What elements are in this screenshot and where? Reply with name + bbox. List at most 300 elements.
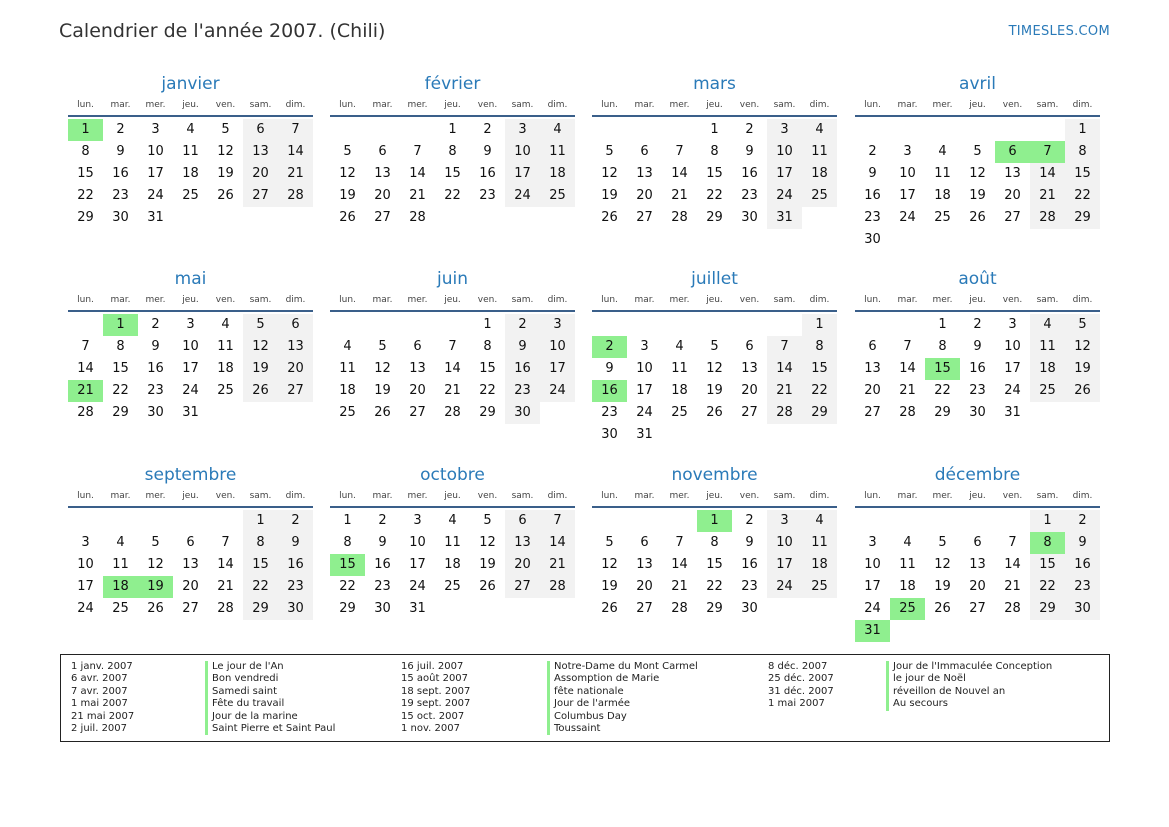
day-cell: 13: [636, 166, 653, 181]
weekday-label: mer.: [407, 491, 428, 501]
day-cell: 29: [802, 402, 837, 424]
day-cell: 5: [243, 314, 278, 336]
day-cell: 8: [710, 535, 719, 550]
weekday-label: sam.: [249, 491, 272, 501]
day-cell: 31: [1004, 405, 1021, 420]
day-cell: 20: [505, 554, 540, 576]
legend-holiday-name: Le jour de l'An: [205, 661, 335, 673]
day-cell: 6: [868, 339, 877, 354]
empty-cell: [365, 119, 400, 141]
weekday-label: ven.: [739, 100, 760, 110]
day-cell: 20: [182, 579, 199, 594]
empty-cell: [592, 510, 627, 532]
day-cell: 8: [802, 336, 837, 358]
weekday-label: jeu.: [444, 295, 461, 305]
day-cell: 29: [1065, 207, 1100, 229]
day-grid: [330, 510, 575, 620]
day-cell: 14: [899, 361, 916, 376]
day-cell: 4: [448, 513, 457, 528]
weekday-header: [855, 290, 1100, 312]
day-cell: 23: [505, 380, 540, 402]
month-10: [592, 464, 837, 620]
day-cell: 28: [899, 405, 916, 420]
holiday-day-cell: 31: [855, 620, 890, 642]
weekday-label: sam.: [511, 100, 534, 110]
day-cell: 26: [1065, 380, 1100, 402]
day-cell: 21: [767, 380, 802, 402]
day-cell: 3: [767, 510, 802, 532]
weekday-label: mer.: [932, 491, 953, 501]
day-cell: 18: [217, 361, 234, 376]
site-link[interactable]: TIMESLES.COM: [1008, 24, 1110, 39]
day-cell: 17: [767, 554, 802, 576]
day-cell: 24: [767, 185, 802, 207]
day-cell: 16: [147, 361, 164, 376]
day-cell: 19: [601, 579, 618, 594]
empty-cell: [890, 510, 925, 532]
day-cell: 31: [636, 427, 653, 442]
day-cell: 24: [899, 210, 916, 225]
day-cell: 22: [1065, 185, 1100, 207]
day-cell: 4: [343, 339, 352, 354]
empty-cell: [855, 119, 890, 141]
legend-date: 15 août 2007: [401, 673, 469, 685]
day-cell: 2: [505, 314, 540, 336]
empty-cell: [400, 119, 435, 141]
day-cell: 29: [934, 405, 951, 420]
day-cell: 5: [605, 144, 614, 159]
day-cell: 12: [601, 166, 618, 181]
day-cell: 14: [767, 358, 802, 380]
weekday-label: dim.: [285, 295, 306, 305]
month-name: octobre: [420, 465, 485, 485]
day-cell: 15: [706, 166, 723, 181]
day-cell: 22: [112, 383, 129, 398]
day-cell: 2: [116, 122, 125, 137]
day-cell: 21: [671, 579, 688, 594]
day-cell: 22: [479, 383, 496, 398]
weekday-header: [592, 486, 837, 508]
legend-holiday-name: Jour de la marine: [205, 711, 335, 723]
day-cell: 24: [864, 601, 881, 616]
day-cell: 24: [77, 601, 94, 616]
weekday-label: ven.: [477, 100, 498, 110]
day-cell: 18: [671, 383, 688, 398]
legend-holiday-name: Saint Pierre et Saint Paul: [205, 723, 335, 735]
day-cell: 20: [243, 163, 278, 185]
weekday-label: jeu.: [706, 100, 723, 110]
day-cell: 27: [864, 405, 881, 420]
weekday-label: mar.: [372, 295, 393, 305]
empty-cell: [330, 314, 365, 336]
day-cell: 28: [444, 405, 461, 420]
weekday-label: lun.: [339, 491, 356, 501]
month-8: [68, 464, 313, 620]
day-cell: 25: [182, 188, 199, 203]
day-cell: 5: [938, 535, 947, 550]
day-cell: 11: [1030, 336, 1065, 358]
weekday-label: jeu.: [182, 100, 199, 110]
weekday-header: [855, 95, 1100, 117]
day-cell: 11: [802, 532, 837, 554]
day-cell: 28: [767, 402, 802, 424]
day-cell: 7: [1008, 535, 1017, 550]
day-cell: 13: [969, 557, 986, 572]
holiday-day-cell: 25: [890, 598, 925, 620]
day-cell: 30: [505, 402, 540, 424]
day-cell: 10: [540, 336, 575, 358]
day-cell: 16: [741, 557, 758, 572]
day-cell: 7: [81, 339, 90, 354]
weekday-label: lun.: [339, 100, 356, 110]
weekday-label: dim.: [1072, 491, 1093, 501]
day-cell: 19: [217, 166, 234, 181]
day-cell: 14: [540, 532, 575, 554]
day-cell: 27: [278, 380, 313, 402]
day-cell: 28: [77, 405, 94, 420]
day-cell: 8: [81, 144, 90, 159]
day-cell: 12: [1065, 336, 1100, 358]
day-cell: 7: [448, 339, 457, 354]
day-cell: 10: [767, 141, 802, 163]
day-cell: 30: [969, 405, 986, 420]
day-cell: 19: [243, 358, 278, 380]
legend-date: 6 avr. 2007: [71, 673, 128, 685]
empty-cell: [627, 119, 662, 141]
weekday-label: dim.: [1072, 295, 1093, 305]
weekday-header: [68, 290, 313, 312]
month-name: février: [424, 74, 481, 94]
weekday-label: jeu.: [444, 491, 461, 501]
day-cell: 13: [741, 361, 758, 376]
day-cell: 8: [710, 144, 719, 159]
weekday-label: mer.: [407, 295, 428, 305]
day-cell: 28: [217, 601, 234, 616]
day-cell: 8: [938, 339, 947, 354]
weekday-label: jeu.: [969, 491, 986, 501]
day-cell: 16: [969, 361, 986, 376]
day-cell: 1: [343, 513, 352, 528]
day-cell: 25: [671, 405, 688, 420]
day-cell: 15: [243, 554, 278, 576]
weekday-label: lun.: [77, 491, 94, 501]
day-cell: 9: [483, 144, 492, 159]
day-cell: 14: [278, 141, 313, 163]
empty-cell: [68, 314, 103, 336]
day-cell: 9: [973, 339, 982, 354]
day-cell: 15: [802, 358, 837, 380]
day-cell: 20: [636, 579, 653, 594]
weekday-label: mar.: [372, 100, 393, 110]
day-cell: 8: [483, 339, 492, 354]
weekday-label: ven.: [739, 295, 760, 305]
month-name: janvier: [161, 74, 220, 94]
empty-cell: [925, 119, 960, 141]
day-cell: 24: [505, 185, 540, 207]
legend-holiday-name: Jour de l'Immaculée Conception: [886, 661, 1052, 673]
legend-dates-column: [768, 661, 834, 711]
day-cell: 6: [243, 119, 278, 141]
empty-cell: [208, 510, 243, 532]
day-cell: 6: [745, 339, 754, 354]
day-cell: 9: [868, 166, 877, 181]
day-cell: 16: [1065, 554, 1100, 576]
day-cell: 13: [505, 532, 540, 554]
weekday-label: ven.: [215, 295, 236, 305]
empty-cell: [365, 314, 400, 336]
day-cell: 11: [899, 557, 916, 572]
empty-cell: [400, 314, 435, 336]
day-cell: 13: [243, 141, 278, 163]
day-cell: 7: [221, 535, 230, 550]
month-name: août: [958, 269, 997, 289]
day-cell: 23: [741, 188, 758, 203]
day-cell: 13: [182, 557, 199, 572]
weekday-label: ven.: [739, 491, 760, 501]
holiday-day-cell: 2: [592, 336, 627, 358]
day-cell: 10: [1004, 339, 1021, 354]
legend-dates-column: [71, 661, 134, 735]
day-cell: 21: [899, 383, 916, 398]
legend-holiday-name: Columbus Day: [547, 711, 698, 723]
month-name: mai: [174, 269, 207, 289]
day-cell: 6: [505, 510, 540, 532]
day-cell: 28: [409, 210, 426, 225]
day-cell: 28: [671, 210, 688, 225]
day-cell: 8: [343, 535, 352, 550]
weekday-label: sam.: [773, 491, 796, 501]
day-cell: 2: [868, 144, 877, 159]
day-cell: 4: [116, 535, 125, 550]
weekday-label: mer.: [932, 100, 953, 110]
legend-date: 19 sept. 2007: [401, 698, 471, 710]
day-cell: 1: [448, 122, 457, 137]
day-cell: 24: [540, 380, 575, 402]
day-cell: 22: [706, 579, 723, 594]
day-cell: 16: [741, 166, 758, 181]
weekday-header: [330, 95, 575, 117]
empty-cell: [855, 510, 890, 532]
weekday-label: jeu.: [969, 295, 986, 305]
empty-cell: [627, 510, 662, 532]
day-cell: 20: [636, 188, 653, 203]
day-cell: 22: [934, 383, 951, 398]
month-name: juin: [437, 269, 468, 289]
weekday-label: lun.: [864, 295, 881, 305]
weekday-label: dim.: [809, 491, 830, 501]
day-cell: 16: [278, 554, 313, 576]
legend-holiday-name: Assomption de Marie: [547, 673, 698, 685]
legend-date: 1 nov. 2007: [401, 722, 460, 734]
day-cell: 26: [147, 601, 164, 616]
day-cell: 21: [444, 383, 461, 398]
day-cell: 9: [1065, 532, 1100, 554]
legend-date: 31 déc. 2007: [768, 685, 834, 697]
weekday-header: [592, 290, 837, 312]
day-cell: 5: [343, 144, 352, 159]
day-cell: 24: [636, 405, 653, 420]
day-cell: 18: [899, 579, 916, 594]
day-cell: 12: [479, 535, 496, 550]
day-cell: 15: [1065, 163, 1100, 185]
day-cell: 14: [444, 361, 461, 376]
day-cell: 16: [505, 358, 540, 380]
day-cell: 17: [182, 361, 199, 376]
holiday-day-cell: 15: [330, 554, 365, 576]
weekday-label: mar.: [897, 491, 918, 501]
day-cell: 10: [636, 361, 653, 376]
day-cell: 30: [601, 427, 618, 442]
day-cell: 7: [903, 339, 912, 354]
day-cell: 16: [864, 188, 881, 203]
day-cell: 11: [671, 361, 688, 376]
day-cell: 3: [413, 513, 422, 528]
day-cell: 20: [1004, 188, 1021, 203]
weekday-label: mer.: [407, 100, 428, 110]
empty-cell: [960, 510, 995, 532]
legend-names-column: [886, 661, 1052, 711]
month-name: novembre: [671, 465, 758, 485]
weekday-label: mar.: [897, 295, 918, 305]
day-cell: 7: [278, 119, 313, 141]
day-cell: 10: [182, 339, 199, 354]
legend-holiday-name: fête nationale: [547, 686, 698, 698]
day-cell: 14: [671, 557, 688, 572]
day-cell: 7: [540, 510, 575, 532]
day-cell: 27: [243, 185, 278, 207]
day-cell: 29: [706, 210, 723, 225]
day-cell: 19: [479, 557, 496, 572]
weekday-label: lun.: [339, 295, 356, 305]
empty-cell: [68, 510, 103, 532]
legend-holiday-name: Samedi saint: [205, 686, 335, 698]
day-cell: 8: [1065, 141, 1100, 163]
day-cell: 14: [1030, 163, 1065, 185]
empty-cell: [138, 510, 173, 532]
day-grid: [855, 314, 1100, 424]
empty-cell: [627, 314, 662, 336]
month-1: [330, 73, 575, 229]
day-cell: 13: [1004, 166, 1021, 181]
day-cell: 16: [479, 166, 496, 181]
day-cell: 23: [1065, 576, 1100, 598]
day-cell: 4: [221, 317, 230, 332]
weekday-label: sam.: [511, 491, 534, 501]
day-cell: 12: [601, 557, 618, 572]
weekday-label: dim.: [809, 100, 830, 110]
day-cell: 20: [374, 188, 391, 203]
day-cell: 6: [640, 535, 649, 550]
day-grid: [330, 119, 575, 229]
day-cell: 1: [802, 314, 837, 336]
day-cell: 26: [969, 210, 986, 225]
day-cell: 9: [605, 361, 614, 376]
day-cell: 29: [479, 405, 496, 420]
month-name: juillet: [691, 269, 738, 289]
empty-cell: [925, 510, 960, 532]
day-cell: 11: [112, 557, 129, 572]
day-cell: 24: [182, 383, 199, 398]
holiday-day-cell: 6: [995, 141, 1030, 163]
weekday-label: jeu.: [706, 295, 723, 305]
day-cell: 9: [278, 532, 313, 554]
legend-holiday-name: Fête du travail: [205, 698, 335, 710]
day-cell: 12: [147, 557, 164, 572]
day-grid: [592, 314, 837, 446]
day-cell: 14: [217, 557, 234, 572]
holiday-day-cell: 15: [925, 358, 960, 380]
day-cell: 20: [409, 383, 426, 398]
empty-cell: [732, 314, 767, 336]
day-cell: 25: [934, 210, 951, 225]
day-cell: 1: [1030, 510, 1065, 532]
empty-cell: [435, 314, 470, 336]
day-cell: 20: [864, 383, 881, 398]
day-cell: 22: [243, 576, 278, 598]
day-cell: 19: [934, 579, 951, 594]
day-cell: 15: [77, 166, 94, 181]
weekday-header: [68, 95, 313, 117]
day-cell: 21: [1004, 579, 1021, 594]
day-cell: 26: [706, 405, 723, 420]
day-cell: 26: [601, 210, 618, 225]
day-cell: 24: [767, 576, 802, 598]
weekday-label: ven.: [215, 491, 236, 501]
day-cell: 23: [969, 383, 986, 398]
empty-cell: [890, 314, 925, 336]
day-cell: 31: [182, 405, 199, 420]
empty-cell: [890, 119, 925, 141]
day-cell: 26: [934, 601, 951, 616]
weekday-label: sam.: [1036, 295, 1059, 305]
day-cell: 13: [864, 361, 881, 376]
day-cell: 14: [1004, 557, 1021, 572]
day-cell: 3: [505, 119, 540, 141]
day-cell: 7: [675, 535, 684, 550]
day-cell: 31: [767, 207, 802, 229]
legend-date: 16 juil. 2007: [401, 661, 464, 672]
day-cell: 3: [81, 535, 90, 550]
day-cell: 18: [540, 163, 575, 185]
legend-names-column: [547, 661, 698, 735]
weekday-header: [68, 486, 313, 508]
day-cell: 23: [112, 188, 129, 203]
day-cell: 14: [671, 166, 688, 181]
day-cell: 26: [374, 405, 391, 420]
weekday-label: jeu.: [444, 100, 461, 110]
day-cell: 9: [745, 535, 754, 550]
day-cell: 1: [243, 510, 278, 532]
weekday-label: sam.: [249, 295, 272, 305]
day-cell: 22: [444, 188, 461, 203]
day-cell: 27: [969, 601, 986, 616]
day-cell: 30: [374, 601, 391, 616]
empty-cell: [330, 119, 365, 141]
day-cell: 12: [969, 166, 986, 181]
weekday-label: jeu.: [706, 491, 723, 501]
day-cell: 23: [864, 210, 881, 225]
day-cell: 11: [339, 361, 356, 376]
day-cell: 28: [1004, 601, 1021, 616]
day-cell: 29: [339, 601, 356, 616]
legend-dates-column: [401, 661, 470, 735]
day-cell: 15: [1030, 554, 1065, 576]
day-cell: 11: [444, 535, 461, 550]
weekday-label: mar.: [634, 100, 655, 110]
day-cell: 12: [706, 361, 723, 376]
day-cell: 15: [112, 361, 129, 376]
weekday-label: lun.: [864, 100, 881, 110]
